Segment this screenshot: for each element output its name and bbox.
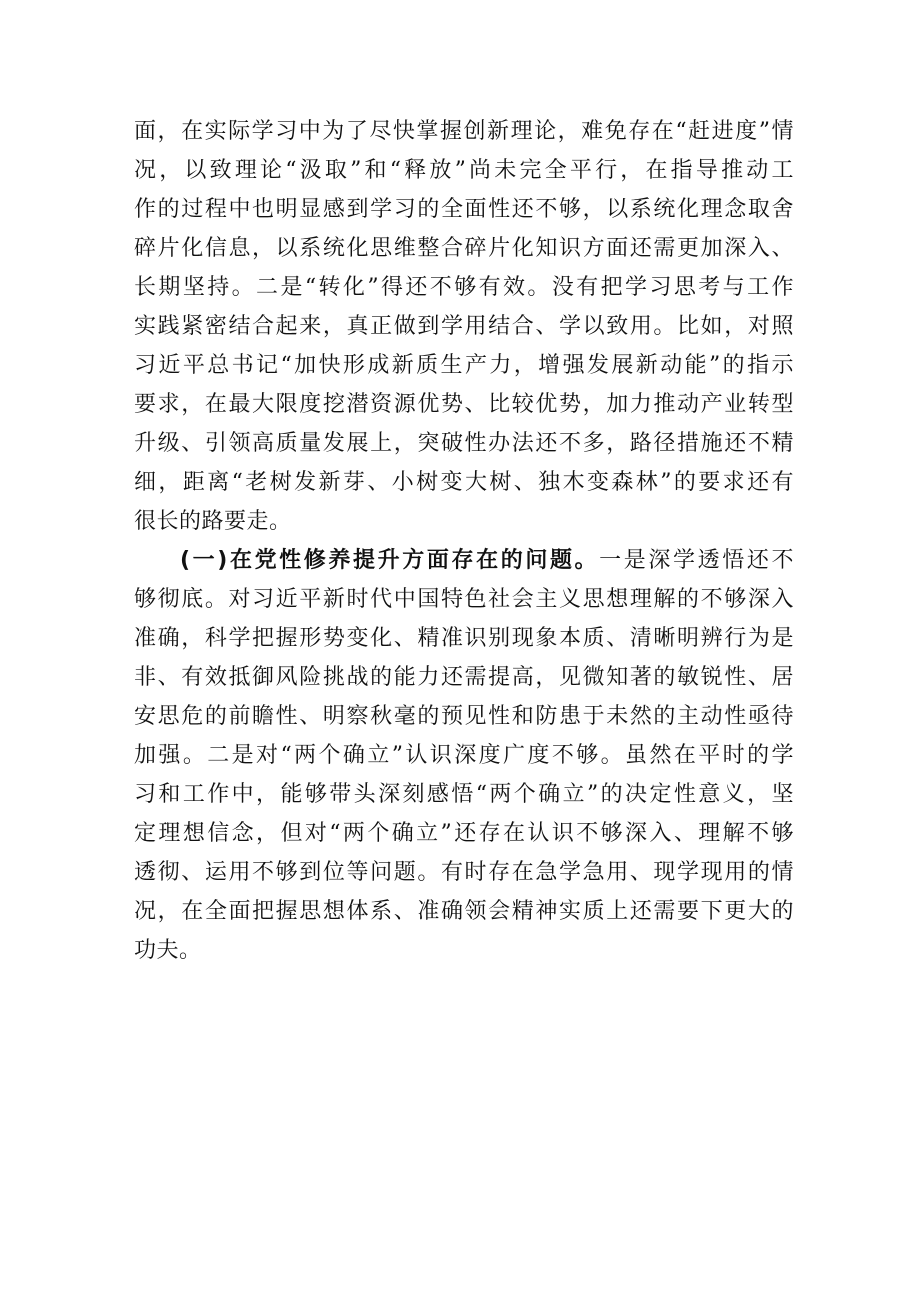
paragraph-1-line: 很长的路要走。: [134, 509, 292, 534]
paragraph-2-first-line-text: 一是深学透悟还不: [599, 548, 794, 573]
paragraph-1: [134, 112, 794, 541]
paragraph-1-line: 细，距离“老树发新芽、小树变大树、独木变森林”的要求还有: [134, 470, 794, 495]
paragraph-1-line: 面，在实际学习中为了尽快掌握创新理论，难免存在“赶进度”情: [134, 119, 794, 144]
paragraph-2-line: 透彻、运用不够到位等问题。有时存在急学急用、现学现用的情: [134, 860, 794, 885]
document-page: [134, 112, 794, 970]
section-heading: (一)在党性修养提升方面存在的问题。: [180, 548, 600, 573]
paragraph-2-line: 准确，科学把握形势变化、精准识别现象本质、清晰明辨行为是: [134, 626, 794, 651]
paragraph-1-line: 升级、引领高质量发展上，突破性办法还不多，路径措施还不精: [134, 431, 794, 456]
paragraph-1-line: 况，以致理论“汲取”和“释放”尚未完全平行，在指导推动工: [134, 158, 794, 183]
paragraph-2-line: 非、有效抵御风险挑战的能力还需提高，见微知著的敏锐性、居: [134, 665, 794, 690]
paragraph-1-line: 碎片化信息，以系统化思维整合碎片化知识方面还需更加深入、: [134, 236, 794, 261]
paragraph-2-line: 安思危的前瞻性、明察秋毫的预见性和防患于未然的主动性亟待: [134, 704, 794, 729]
paragraph-1-line: 实践紧密结合起来，真正做到学用结合、学以致用。比如，对照: [134, 314, 794, 339]
paragraph-1-line: 长期坚持。二是“转化”得还不够有效。没有把学习思考与工作: [134, 275, 794, 300]
paragraph-2-line: 习和工作中，能够带头深刻感悟“两个确立”的决定性意义，坚: [134, 782, 794, 807]
paragraph-2: [134, 541, 794, 970]
paragraph-2-line: 况，在全面把握思想体系、准确领会精神实质上还需要下更大的: [134, 899, 794, 924]
paragraph-1-line: 作的过程中也明显感到学习的全面性还不够，以系统化理念取舍: [134, 197, 794, 222]
paragraph-1-line: 要求，在最大限度挖潜资源优势、比较优势，加力推动产业转型: [134, 392, 794, 417]
paragraph-2-line: 加强。二是对“两个确立”认识深度广度不够。虽然在平时的学: [134, 743, 794, 768]
paragraph-1-line: 习近平总书记“加快形成新质生产力，增强发展新动能”的指示: [134, 353, 794, 378]
paragraph-2-line: 定理想信念，但对“两个确立”还存在认识不够深入、理解不够: [134, 821, 794, 846]
paragraph-2-first-line: [134, 541, 794, 580]
paragraph-2-line: 够彻底。对习近平新时代中国特色社会主义思想理解的不够深入: [134, 587, 794, 612]
paragraph-2-line: 功夫。: [134, 938, 202, 963]
